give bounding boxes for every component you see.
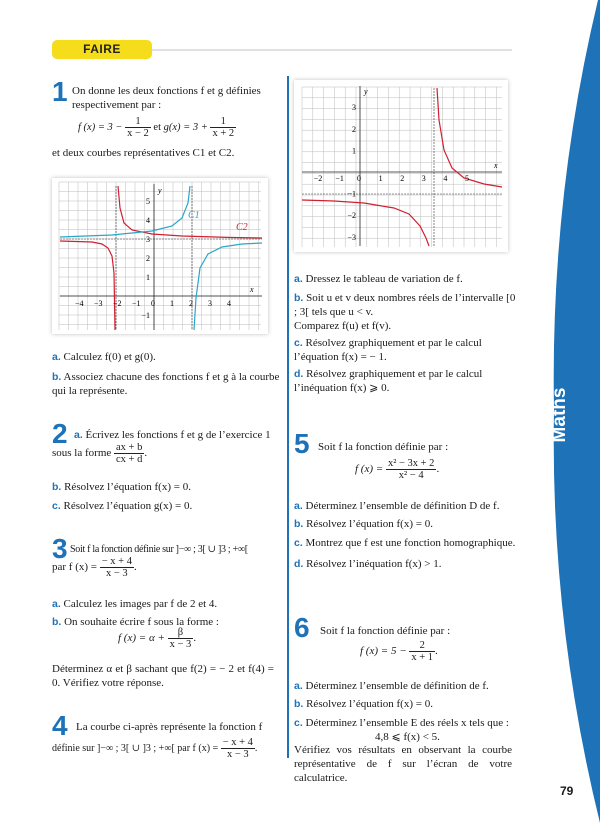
ex1-question-a: a. Calculez f(0) et g(0). — [52, 351, 156, 363]
ex4-question-b2: Comparez f(u) et f(v). — [294, 320, 392, 332]
ex4-question-b: b. Soit u et v deux nombres réels de l’intervalle [0 ; 3[ tels que u < v. — [294, 292, 516, 318]
ex3-question-b: b. On souhaite écrire f sous la forme : — [52, 616, 219, 628]
tick-label: 3 — [352, 103, 356, 113]
ex2-form: sous la forme $\frac{ax + b}{cx + d}$ . — [52, 442, 148, 465]
ex4-question-c: c. Résolvez graphiquement et par le calcul l’équation f(x) = − 1. — [294, 337, 482, 363]
tick-label: −2 — [347, 211, 356, 221]
tick-label: 2 — [146, 254, 150, 263]
svg-text:y: y — [364, 87, 368, 96]
ex5-question-d: d. Résolvez l’inéquation f(x) > 1. — [294, 558, 442, 570]
tick-label: −3 — [347, 232, 356, 242]
tick-label: 5 — [146, 197, 150, 206]
ex4-def: définie sur ]−∞ ; 3[ ∪ ]3 ; +∞[ par f (x) = $\frac{- x + 4}{x - 3}$ . — [52, 737, 258, 760]
c1-label: C1 — [188, 210, 200, 221]
ex4-question-a: a. Dressez le tableau de variation de f. — [294, 273, 463, 285]
ex5-question-b: b. Résolvez l’équation f(x) = 0. — [294, 518, 433, 530]
tick-label: −3 — [94, 299, 103, 308]
tick-label: 2 — [352, 124, 356, 134]
tick-label: 2 — [189, 299, 193, 308]
svg-text:x: x — [494, 161, 498, 170]
ex1-formulas: f (x) = 3 − $\frac{1}{x - 2}$ et g(x) = 3 + $\frac{1}{x + 2}$ — [78, 116, 235, 139]
ex1-question-b: b. Associez chacune des fonctions f et g à la courbe qui la représente. — [52, 371, 280, 397]
ex6-intro: Soit f la fonction définie par : — [320, 625, 451, 637]
ex6-question-b: b. Résolvez l’équation f(x) = 0. — [294, 698, 433, 710]
column-divider — [287, 76, 289, 758]
ex5-question-c: c. Montrez que f est une fonction homographique. — [294, 537, 516, 549]
faire-tag: FAIRE — [52, 40, 152, 59]
ex4-graph — [294, 80, 508, 252]
tick-label: 1 — [352, 146, 356, 156]
tick-label: −1 — [132, 299, 141, 308]
tick-label: −1 — [335, 174, 344, 183]
ex6-verify: Vérifiez vos résultats en observant la courbe représentative de f sur l’écran de votre calculatrice. — [294, 744, 512, 784]
ex4-question-d: d. Résolvez graphiquement et par le calcul l’inéquation f(x) ⩾ 0. — [294, 368, 483, 394]
tick-label: 1 — [378, 174, 383, 183]
ex6-question-a: a. Déterminez l’ensemble de définition de f. — [294, 680, 489, 692]
tick-label: 3 — [146, 235, 150, 244]
ex3-intro: Soit f la fonction définie sur ]−∞ ; 3[ ∪ ]3 ; +∞[ — [70, 544, 248, 555]
tick-label: 3 — [208, 299, 212, 308]
svg-text:y: y — [158, 186, 162, 195]
ex3-determine: Déterminez α et β sachant que f(2) = − 2 et f(4) = 0. Vérifiez votre réponse. — [52, 663, 274, 689]
tick-label: −2 — [113, 299, 122, 308]
ex2-question-b: b. Résolvez l’équation f(x) = 0. — [52, 481, 191, 493]
tick-label: −1 — [141, 311, 150, 320]
ex3-form: f (x) = α + $\frac{\beta}{x - 3}$ . — [118, 627, 197, 650]
tick-label: 1 — [146, 273, 150, 282]
ex1-curves: et deux courbes représentatives C1 et C2. — [52, 147, 235, 159]
ex1-graph — [52, 178, 268, 334]
tick-label: 3 — [421, 174, 426, 183]
tick-label: 2 — [400, 174, 405, 183]
tick-label: 4 — [443, 174, 448, 183]
ex3-def: par f (x) = $\frac{- x + 4}{x - 3}$ . — [52, 556, 137, 579]
ex2-number: 2 — [52, 418, 68, 449]
ex6-question-c: c. Déterminez l’ensemble E des réels x tels que : — [294, 717, 509, 729]
ex6-def: f (x) = 5 − $\frac{2}{x + 1}$ . — [360, 640, 438, 663]
tick-label: −1 — [347, 189, 356, 199]
ex6-inequality: 4,8 ⩽ f(x) < 5. — [375, 731, 440, 743]
ex5-def: f (x) = $\frac{\text{x² − 3x + 2}}{\text{x² − 4}}$ . — [355, 458, 440, 481]
page-number: 79 — [560, 784, 574, 798]
tick-label: −4 — [75, 299, 84, 308]
ex2-question-c: c. Résolvez l’équation g(x) = 0. — [52, 500, 193, 512]
c2-label: C2 — [236, 222, 248, 233]
tick-label: 0 — [151, 299, 155, 308]
tick-label: 0 — [357, 174, 361, 183]
header-divider — [152, 49, 512, 51]
ex4-intro: La courbe ci-après représente la fonction f — [76, 721, 263, 733]
svg-text:x: x — [250, 285, 254, 294]
ex3-number: 3 — [52, 533, 68, 564]
ex4-number: 4 — [52, 710, 68, 741]
ex6-number: 6 — [294, 612, 310, 643]
ex5-intro: Soit f la fonction définie par : — [318, 441, 449, 453]
ex1-intro: On donne les deux fonctions f et g définies respectivement par : — [72, 85, 261, 111]
ex1-number: 1 — [52, 76, 68, 107]
tick-label: 4 — [146, 216, 150, 225]
tick-label: −2 — [313, 174, 323, 183]
subject-label: Maths — [549, 387, 570, 443]
tick-label: 4 — [227, 299, 231, 308]
tick-label: 1 — [170, 299, 174, 308]
ex5-question-a: a. Déterminez l’ensemble de définition D de f. — [294, 500, 500, 512]
ex2-question-a: a. Écrivez les fonctions f et g de l’exercice 1 — [74, 429, 271, 441]
tick-label: 5 — [465, 174, 469, 183]
ex3-question-a: a. Calculez les images par f de 2 et 4. — [52, 598, 218, 610]
ex5-number: 5 — [294, 428, 310, 459]
